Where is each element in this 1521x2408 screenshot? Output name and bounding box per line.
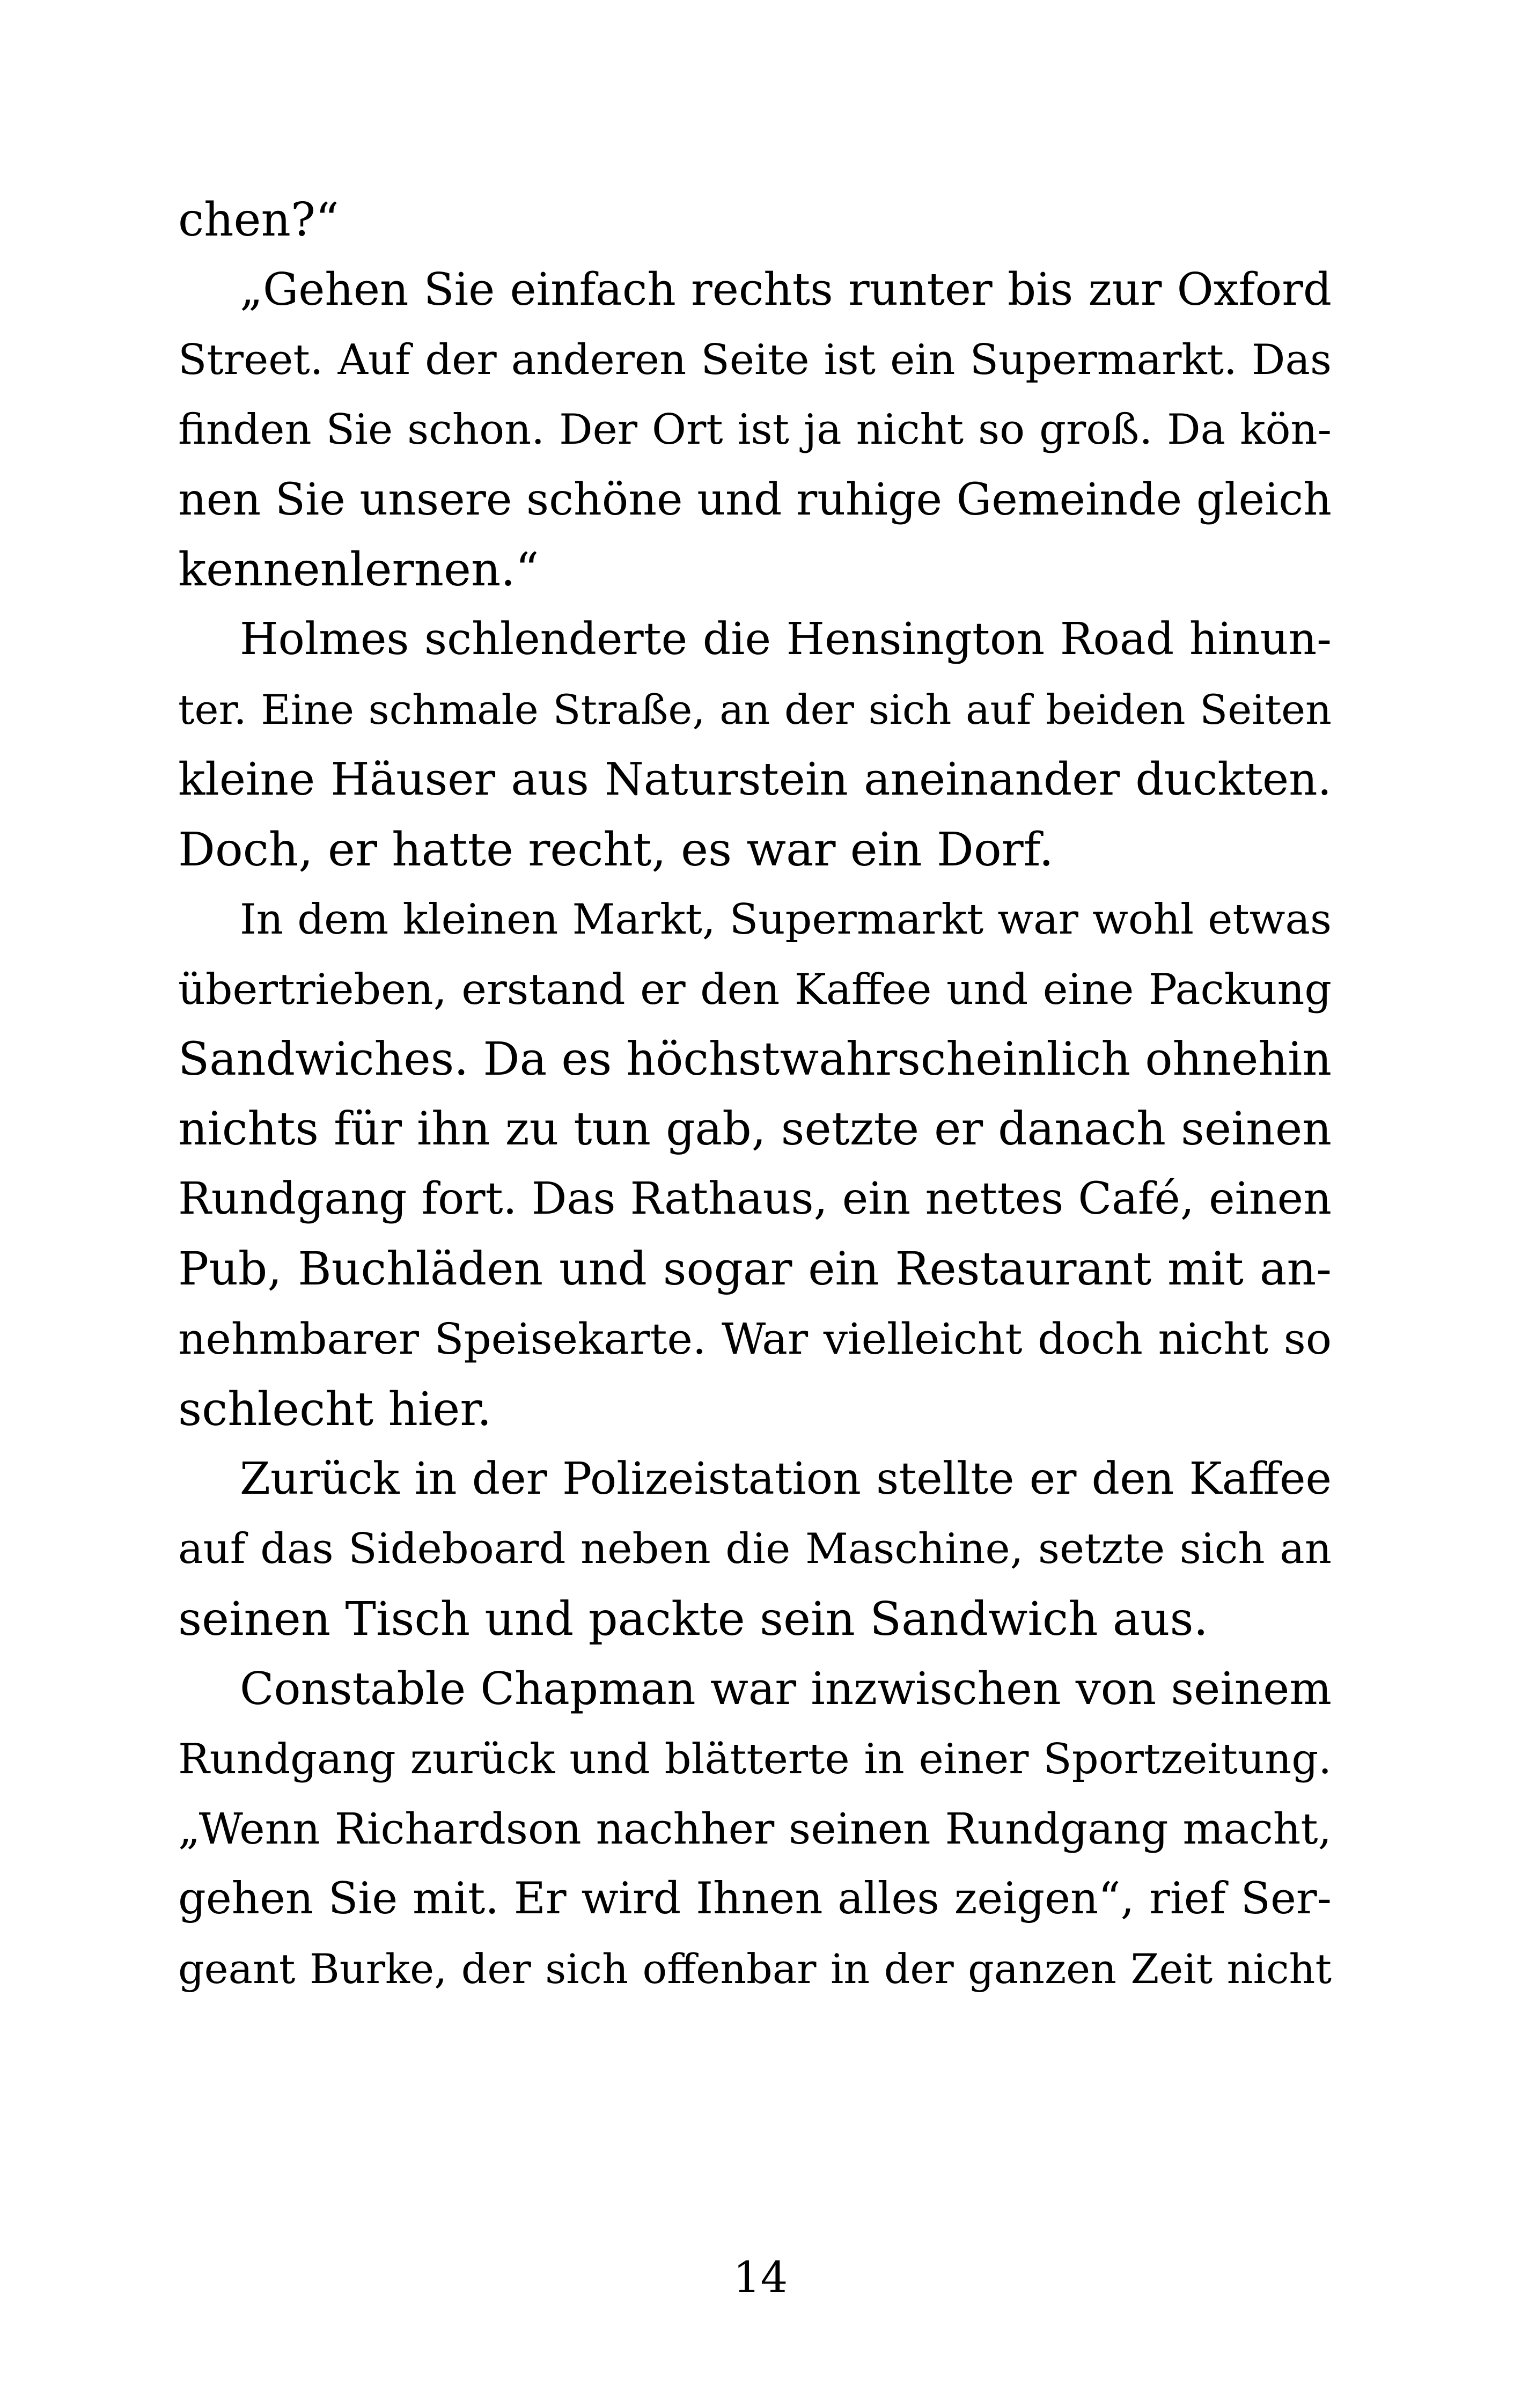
page-body [178, 185, 1332, 2004]
text-line: schlecht hier. [178, 1382, 492, 1436]
text-line: Doch, er hatte recht, es war ein Dorf. [178, 823, 1054, 877]
text-line: Pub, Buchläden und sogar ein Restaurant mit an- [178, 1242, 1332, 1296]
text-line: „Wenn Richardson nachher seinen Rundgang macht, [178, 1803, 1332, 1854]
text-line: ter. Eine schmale Straße, an der sich auf beiden Seiten [178, 685, 1332, 733]
text-line: seinen Tisch und packte sein Sandwich aus. [178, 1592, 1209, 1646]
text-line: gehen Sie mit. Er wird Ihnen alles zeigen“, rief Ser- [178, 1874, 1332, 1925]
text-line: nen Sie unsere schöne und ruhige Gemeinde gleich [178, 474, 1332, 525]
text-line: Constable Chapman war inzwischen von seinem [240, 1663, 1332, 1715]
text-line: Holmes schlenderte die Hensington Road hinun- [240, 614, 1332, 665]
text-line: übertrieben, erstand er den Kaffee und eine Packung [178, 965, 1332, 1015]
text-line: nichts für ihn zu tun gab, setzte er danach seinen [178, 1103, 1332, 1156]
text-line: kleine Häuser aus Naturstein aneinander duckten. [178, 753, 1332, 806]
page-number: 14 [733, 2252, 788, 2302]
text-line: auf das Sideboard neben die Maschine, setzte sich an [178, 1525, 1332, 1574]
text-line: Zurück in der Polizeistation stellte er den Kaffee [240, 1453, 1332, 1505]
text-line: Sandwiches. Da es höchstwahrscheinlich ohnehin [178, 1032, 1332, 1086]
text-line: „Gehen Sie einfach rechts runter bis zur Oxford [240, 263, 1332, 316]
text-line: In dem kleinen Markt, Supermarkt war wohl etwas [240, 895, 1332, 944]
text-line: kennenlernen.“ [178, 542, 539, 597]
text-line: geant Burke, der sich offenbar in der ganzen Zeit nicht [178, 1944, 1332, 1993]
text-line: finden Sie schon. Der Ort ist ja nicht so groß. Da kön- [178, 406, 1332, 454]
text-line: Street. Auf der anderen Seite ist ein Supermarkt. Das [178, 335, 1332, 384]
text-line: Rundgang fort. Das Rathaus, ein nettes Café, einen [178, 1173, 1332, 1225]
text-line: nehmbarer Speisekarte. War vielleicht doch nicht so [178, 1314, 1332, 1364]
text-line: chen?“ [178, 193, 339, 247]
text-line: Rundgang zurück und blätterte in einer Sportzeitung. [178, 1735, 1332, 1783]
